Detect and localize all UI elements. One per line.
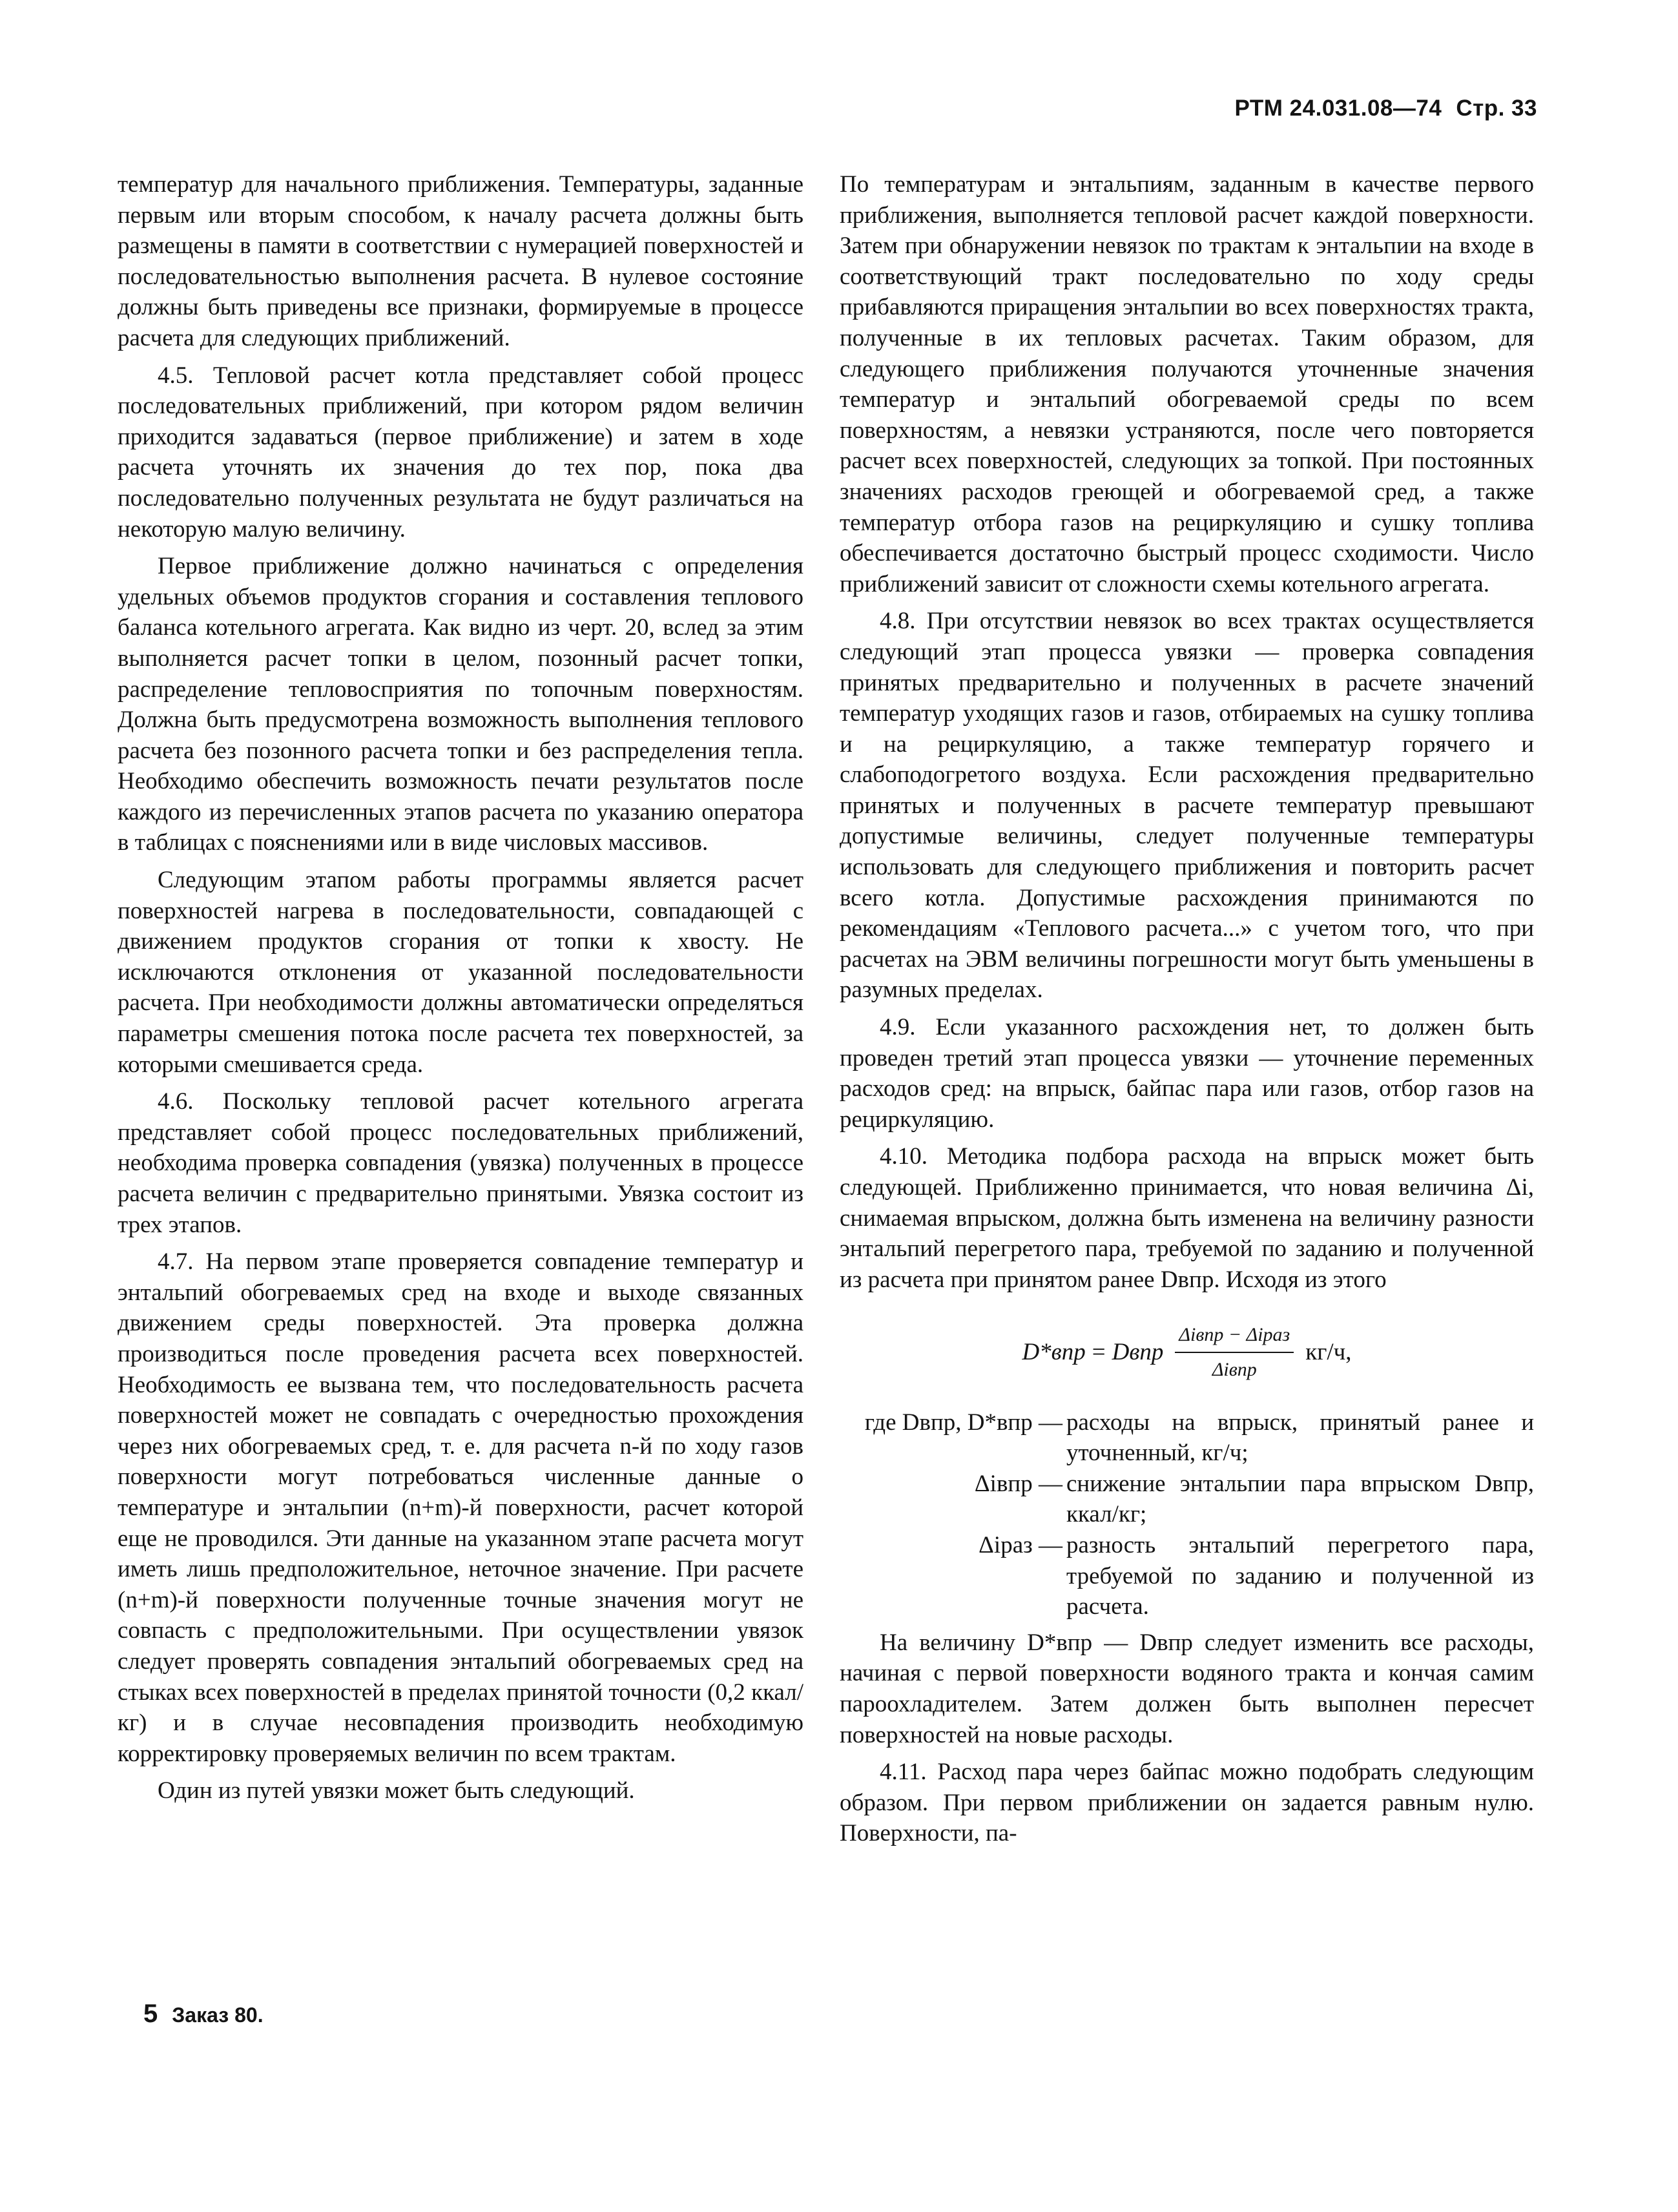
formula-lhs: D*впр [1022, 1339, 1086, 1366]
formula-numerator: Δiвпр − Δiраз [1175, 1319, 1294, 1353]
formula-equals: = [1092, 1339, 1106, 1366]
definition-text: расходы на впрыск, принятый ранее и уточненный, кг/ч; [1066, 1409, 1534, 1467]
paragraph: температур для начального приближения. Температуры, заданные первым или вторым способом, к началу расчета должны быть размещены в памяти в соответствии с нумерацией поверхностей и последовательностью выполнения расчета. В нулевое состояние должны быть приведены все признаки, формируемые в процессе расчета для следующих приближений. [118, 171, 803, 351]
definition-symbol: Δiвпр — [974, 1470, 1062, 1497]
paragraph: 4.10. Методика подбора расхода на впрыск может быть следующей. Приближенно принимается, что новая величина Δi, снимаемая впрыском, должна быть изменена на величину разности энтальпий перегретого пара, требуемой по заданию и полученной из расчета при принятом ранее Dвпр. Исходя из этого [840, 1143, 1534, 1293]
paragraph: На величину D*впр — Dвпр следует изменить все расходы, начиная с первой поверхности водяного тракта и кончая самим пароохладителем. Затем должен быть выполнен пересчет поверхностей на новые расходы. [840, 1629, 1534, 1748]
paragraph: 4.8. При отсутствии невязок во всех трактах осуществляется следующий этап процесса увязки — проверка совпадения принятых предварительно и полученных в расчете значений температур уходящих газов и газов, отбираемых на сушку топлива и на рециркуляцию, а также температур горячего и слабоподогретого воздуха. Если расхождения предварительно принятых и полученных в расчете температур превышают допустимые величины, следует полученные температуры использовать для следующего приближения и повторить расчет всего котла. Допустимые расхождения принимаются по рекомендациям «Теплового расчета...» с учетом того, что при расчетах на ЭВМ величины погрешности могут быть уменьшены в разумных пределах. [840, 608, 1534, 1004]
formula [840, 1319, 1534, 1385]
left-column [118, 169, 803, 1813]
formula-d: Dвпр [1112, 1339, 1164, 1366]
paragraph: По температурам и энтальпиям, заданным в качестве первого приближения, выполняется тепловой расчет каждой поверхности. Затем при обнаружении невязок по трактам к энтальпии на входе в соответствующий тракт последовательно по ходу среды прибавляются приращения энтальпии во всех поверхностях тракта, полученные в их тепловых расчетах. Таким образом, для следующего приближения получаются уточненные значения температур и энтальпий обогреваемой среды по всем поверхностям, а невязки устраняются, после чего повторяется расчет всех поверхностей, следующих за топкой. При постоянных значениях расходов греющей и обогреваемой сред, а также температур отбора газов на рециркуляцию и сушку топлива обеспечивается достаточно быстрый процесс сходимости. Число приближений зависит от сложности схемы котельного агрегата. [840, 171, 1534, 597]
signature-number: 5 [143, 2000, 158, 2028]
right-column [840, 169, 1534, 1855]
formula-denominator: Δiвпр [1212, 1358, 1257, 1380]
running-header [1020, 96, 1537, 121]
formula-fraction [1175, 1319, 1294, 1385]
paragraph: 4.6. Поскольку тепловой расчет котельного агрегата представляет собой процесс последовательных приближений, необходима проверка совпадения (увязка) полученных в процессе расчета величин с предварительно принятыми. Увязка состоит из трех этапов. [118, 1088, 803, 1238]
definition-row [840, 1407, 1534, 1469]
definition-symbol: Δiраз — [979, 1531, 1062, 1558]
paragraph: Следующим этапом работы программы является расчет поверхностей нагрева в последовательности, совпадающей с движением продуктов сгорания от топки к хвосту. Не исключаются отклонения от указанной последовательности расчета. При необходимости должны автоматически определяться параметры смешения потока после расчета тех поверхностей, за которыми смешивается среда. [118, 867, 803, 1078]
formula-definitions [840, 1407, 1534, 1622]
definition-symbol: где Dвпр, D*впр — [864, 1409, 1062, 1436]
paragraph: Один из путей увязки может быть следующий. [158, 1777, 635, 1804]
page-footer [143, 2000, 264, 2029]
definition-text: разность энтальпий перегретого пара, требуемой по заданию и полученной из расчета. [1066, 1531, 1534, 1620]
paragraph: Первое приближение должно начинаться с определения удельных объемов продуктов сгорания и составления теплового баланса котельного агрегата. Как видно из черт. 20, вслед за этим выполняется расчет топки в целом, позонный расчет топки, распределение тепловосприятия по топочным поверхностям. Должна быть предусмотрена возможность выполнения теплового расчета без позонного расчета топки и без распределения тепла. Необходимо обеспечить возможность печати результатов после каждого из перечисленных этапов расчета по указанию оператора в таблицах с пояснениями или в виде числовых массивов. [118, 553, 803, 856]
definition-text: снижение энтальпии пара впрыском Dвпр, ккал/кг; [1066, 1470, 1534, 1528]
definition-row [840, 1530, 1534, 1622]
order-number: Заказ 80. [172, 2003, 264, 2027]
paragraph: 4.11. Расход пара через байпас можно подобрать следующим образом. При первом приближении он задается равным нулю. Поверхности, па- [840, 1759, 1534, 1847]
formula-unit: кг/ч, [1305, 1339, 1352, 1366]
page-number: Стр. 33 [1456, 96, 1537, 121]
definition-row [840, 1469, 1534, 1530]
document-code: РТМ 24.031.08—74 [1234, 96, 1442, 121]
paragraph: 4.5. Тепловой расчет котла представляет собой процесс последовательных приближений, при котором рядом величин приходится задаваться (первое приближение) и затем в ходе расчета уточнять их значения до тех пор, пока два последовательно полученных результата не будут различаться на некоторую малую величину. [118, 362, 803, 543]
paragraph: 4.9. Если указанного расхождения нет, то должен быть проведен третий этап процесса увязки — уточнение переменных расходов сред: на впрыск, байпас пара или газов, отбор газов на рециркуляцию. [840, 1014, 1534, 1133]
paragraph: 4.7. На первом этапе проверяется совпадение температур и энтальпий обогреваемых сред на входе и выходе связанных движением среды поверхностей. Эта проверка должна производиться после проведения расчета всех поверхностей. Необходимость ее вызвана тем, что последовательность расчета поверхностей может не совпадать с очередностью прохождения через них обогреваемых сред, т. е. для расчета n-й по ходу газов поверхности могут потребоваться численные данные о температуре и энтальпии (n+m)-й поверхности, расчет которой еще не проводился. Эти данные на указанном этапе расчета могут иметь лишь предположительное, неточное значение. При расчете (n+m)-й поверхности полученные точные значения могут не совпасть с предположительными. При осуществлении увязок следует проверять совпадения энтальпий обогреваемых сред на стыках всех поверхностей в пределах принятой точности (0,2 ккал/кг) и в случае несовпадения производить необходимую корректировку проверяемых величин по всем трактам. [118, 1248, 803, 1767]
